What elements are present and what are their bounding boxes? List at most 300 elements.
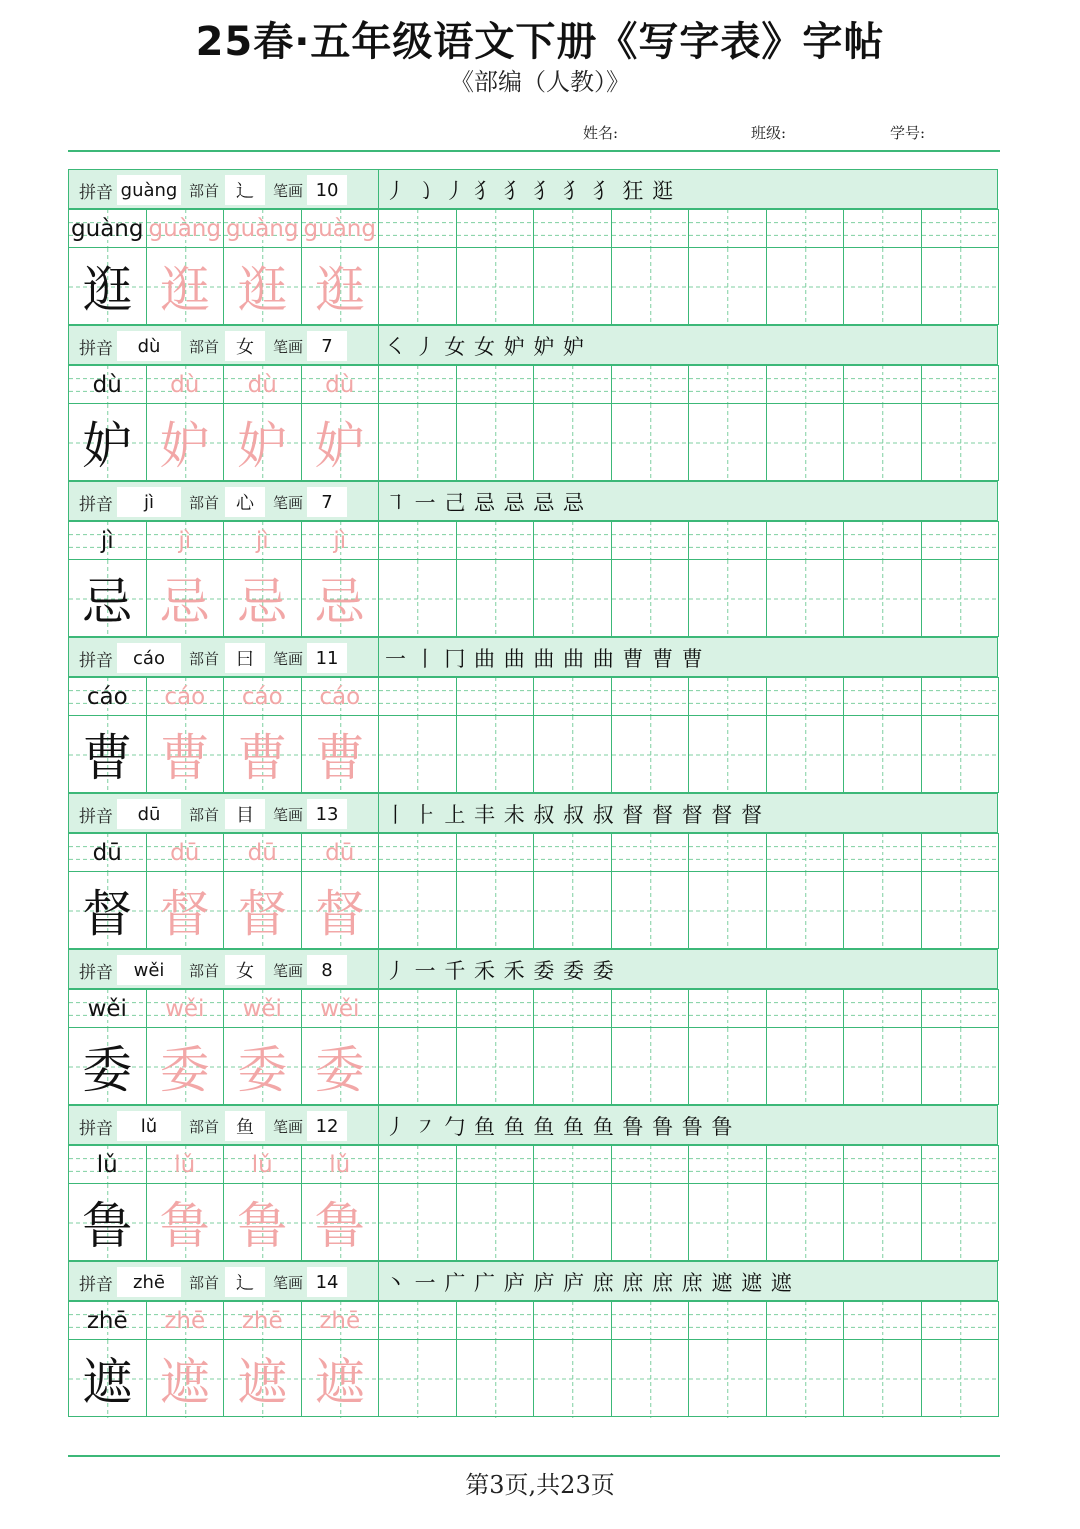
- pinyin-tracing-cell: [301, 1145, 380, 1184]
- pinyin-blank-cell: [611, 521, 690, 560]
- pinyin-blank-cell: [766, 209, 845, 248]
- hanzi-blank-cell: [843, 247, 922, 325]
- pinyin-blank-cell: [766, 1301, 845, 1340]
- hanzi-blank-cell: [533, 1183, 612, 1261]
- hanzi-blank-cell: [611, 559, 690, 637]
- pinyin-label: 拼音: [79, 1118, 113, 1139]
- hanzi-tracing-cell: [223, 1183, 302, 1261]
- pinyin-blank-cell: [378, 1145, 457, 1184]
- hanzi-character: 曹: [82, 729, 133, 787]
- hanzi-tracing-character: 曹: [314, 729, 365, 787]
- stroke-order: 丶 一 广 广 庐 庐 庐 庶 庶 庶 庶 遮 遮 遮: [378, 1262, 998, 1302]
- character-info-row: [68, 949, 998, 989]
- character-block: [68, 793, 998, 949]
- pinyin-tracing-cell: [301, 677, 380, 716]
- pinyin-blank-cell: [611, 989, 690, 1028]
- pinyin-value: zhē: [117, 1267, 181, 1297]
- page-number: 第3页,共23页: [465, 1471, 615, 1499]
- hanzi-tracing-character: 遮: [159, 1353, 210, 1411]
- pinyin-tracing-text: dù: [170, 371, 200, 398]
- character-block: [68, 325, 998, 481]
- class-label: 班级:: [751, 124, 787, 142]
- pinyin-tracing-cell: [223, 833, 302, 872]
- hanzi-tracing-cell: [301, 247, 380, 325]
- stroke-count-value: 7: [307, 487, 347, 517]
- hanzi-tracing-character: 妒: [314, 417, 365, 475]
- hanzi-character: 委: [82, 1041, 133, 1099]
- pinyin-label: 拼音: [79, 806, 113, 827]
- pinyin-blank-cell: [378, 989, 457, 1028]
- stroke-order: 丿 ㇇ 勹 鱼 鱼 鱼 鱼 鱼 鲁 鲁 鲁 鲁: [378, 1106, 998, 1146]
- hanzi-blank-cell: [766, 1027, 845, 1105]
- pinyin-tracing-cell: [301, 1301, 380, 1340]
- hanzi-tracing-cell: [223, 247, 302, 325]
- pinyin-blank-cell: [378, 521, 457, 560]
- pinyin-blank-cell: [456, 1145, 535, 1184]
- pinyin-tracing-text: wěi: [242, 995, 282, 1022]
- stroke-count-label: 笔画: [273, 181, 304, 200]
- pinyin-blank-cell: [533, 209, 612, 248]
- pinyin-blank-cell: [611, 1301, 690, 1340]
- hanzi-blank-cell: [378, 871, 457, 949]
- pinyin-tracing-cell: [223, 677, 302, 716]
- pinyin-tracing-text: guàng: [148, 215, 221, 242]
- stroke-count-value: 10: [307, 175, 347, 205]
- pinyin-blank-cell: [843, 521, 922, 560]
- hanzi-blank-cell: [688, 1339, 767, 1417]
- hanzi-blank-cell: [456, 403, 535, 481]
- hanzi-blank-cell: [843, 715, 922, 793]
- pinyin-value: dù: [117, 331, 181, 361]
- character-block: [68, 169, 998, 325]
- radical-value: 辶: [225, 175, 265, 205]
- pinyin-blank-cell: [766, 989, 845, 1028]
- hanzi-blank-cell: [378, 1339, 457, 1417]
- pinyin-blank-cell: [921, 833, 1000, 872]
- pinyin-model-cell: [68, 365, 147, 404]
- hanzi-blank-cell: [843, 403, 922, 481]
- pinyin-blank-cell: [378, 1301, 457, 1340]
- hanzi-tracing-cell: [146, 1183, 225, 1261]
- hanzi-blank-cell: [456, 1183, 535, 1261]
- pinyin-text: wěi: [87, 995, 127, 1022]
- pinyin-tracing-cell: [146, 989, 225, 1028]
- pinyin-blank-cell: [843, 989, 922, 1028]
- hanzi-tracing-character: 逛: [159, 261, 210, 319]
- pinyin-value: lǔ: [117, 1111, 181, 1141]
- pinyin-tracing-text: jì: [255, 527, 269, 554]
- pinyin-blank-cell: [921, 989, 1000, 1028]
- hanzi-blank-cell: [843, 1183, 922, 1261]
- hanzi-tracing-character: 曹: [159, 729, 210, 787]
- hanzi-blank-cell: [688, 559, 767, 637]
- pinyin-blank-cell: [843, 365, 922, 404]
- radical-value: 女: [225, 955, 265, 985]
- radical-label: 部首: [189, 1273, 220, 1292]
- character-block: [68, 481, 998, 637]
- pinyin-blank-cell: [843, 1301, 922, 1340]
- pinyin-tracing-text: lǔ: [251, 1151, 273, 1178]
- pinyin-blank-cell: [533, 1145, 612, 1184]
- pinyin-tracing-cell: [146, 521, 225, 560]
- hanzi-tracing-cell: [146, 1339, 225, 1417]
- stroke-order: 一 丨 冂 曲 曲 曲 曲 曲 曹 曹 曹: [378, 638, 998, 678]
- radical-value: 女: [225, 331, 265, 361]
- pinyin-blank-cell: [456, 677, 535, 716]
- hanzi-tracing-cell: [301, 559, 380, 637]
- hanzi-tracing-cell: [146, 871, 225, 949]
- pinyin-blank-cell: [921, 521, 1000, 560]
- hanzi-tracing-character: 忌: [314, 573, 365, 631]
- stroke-count-value: 7: [307, 331, 347, 361]
- pinyin-label: 拼音: [79, 962, 113, 983]
- practice-sheet: [68, 169, 998, 1416]
- pinyin-tracing-text: wěi: [320, 995, 360, 1022]
- top-divider: [68, 150, 1000, 152]
- pinyin-tracing-text: dù: [325, 371, 355, 398]
- hanzi-character: 鲁: [82, 1197, 133, 1255]
- radical-label: 部首: [189, 337, 220, 356]
- pinyin-tracing-text: dū: [247, 839, 277, 866]
- name-label: 姓名:: [583, 124, 619, 142]
- stroke-count-value: 8: [307, 955, 347, 985]
- pinyin-blank-cell: [688, 1301, 767, 1340]
- pinyin-blank-cell: [456, 989, 535, 1028]
- pinyin-text: lǔ: [96, 1151, 118, 1178]
- hanzi-tracing-cell: [223, 403, 302, 481]
- hanzi-tracing-cell: [223, 1339, 302, 1417]
- pinyin-tracing-cell: [301, 989, 380, 1028]
- radical-label: 部首: [189, 1117, 220, 1136]
- hanzi-tracing-character: 督: [237, 885, 288, 943]
- hanzi-blank-cell: [921, 403, 1000, 481]
- pinyin-label: 拼音: [79, 182, 113, 203]
- pinyin-text: dū: [92, 839, 122, 866]
- pinyin-model-cell: [68, 521, 147, 560]
- pinyin-value: wěi: [117, 955, 181, 985]
- pinyin-tracing-text: guàng: [226, 215, 299, 242]
- pinyin-value: cáo: [117, 643, 181, 673]
- hanzi-blank-cell: [921, 1027, 1000, 1105]
- hanzi-blank-cell: [843, 559, 922, 637]
- hanzi-blank-cell: [921, 871, 1000, 949]
- hanzi-blank-cell: [611, 1183, 690, 1261]
- pinyin-blank-cell: [843, 833, 922, 872]
- pinyin-blank-cell: [688, 365, 767, 404]
- pinyin-tracing-cell: [301, 521, 380, 560]
- pinyin-blank-cell: [688, 833, 767, 872]
- hanzi-blank-cell: [456, 1027, 535, 1105]
- radical-value: 心: [225, 487, 265, 517]
- hanzi-blank-cell: [843, 1027, 922, 1105]
- hanzi-blank-cell: [533, 1339, 612, 1417]
- pinyin-blank-cell: [921, 1301, 1000, 1340]
- pinyin-blank-cell: [843, 677, 922, 716]
- pinyin-tracing-cell: [223, 365, 302, 404]
- stroke-count-value: 12: [307, 1111, 347, 1141]
- pinyin-blank-cell: [533, 833, 612, 872]
- hanzi-blank-cell: [766, 247, 845, 325]
- stroke-order: ㇛ 丿 女 女 妒 妒 妒: [378, 326, 998, 366]
- hanzi-blank-cell: [611, 1027, 690, 1105]
- pinyin-blank-cell: [611, 833, 690, 872]
- page-title: 25春·五年级语文下册《写字表》字帖: [195, 19, 885, 65]
- hanzi-model-cell: [68, 1339, 147, 1417]
- character-block: [68, 1261, 998, 1417]
- pinyin-blank-cell: [456, 365, 535, 404]
- pinyin-label: 拼音: [79, 338, 113, 359]
- bottom-divider: [68, 1455, 1000, 1457]
- pinyin-tracing-text: guàng: [303, 215, 376, 242]
- hanzi-blank-cell: [533, 871, 612, 949]
- pinyin-model-cell: [68, 209, 147, 248]
- pinyin-text: dù: [92, 371, 122, 398]
- hanzi-character: 督: [82, 885, 133, 943]
- pinyin-tracing-text: cáo: [319, 683, 361, 710]
- hanzi-tracing-cell: [301, 1027, 380, 1105]
- hanzi-blank-cell: [688, 871, 767, 949]
- character-info-row: [68, 637, 998, 677]
- hanzi-tracing-cell: [301, 1183, 380, 1261]
- pinyin-blank-cell: [611, 1145, 690, 1184]
- hanzi-blank-cell: [533, 247, 612, 325]
- pinyin-blank-cell: [688, 989, 767, 1028]
- hanzi-blank-cell: [921, 559, 1000, 637]
- hanzi-blank-cell: [456, 1339, 535, 1417]
- hanzi-tracing-character: 遮: [314, 1353, 365, 1411]
- character-block: [68, 949, 998, 1105]
- pinyin-tracing-text: cáo: [241, 683, 283, 710]
- hanzi-tracing-character: 鲁: [237, 1197, 288, 1255]
- pinyin-blank-cell: [688, 209, 767, 248]
- hanzi-tracing-cell: [146, 403, 225, 481]
- pinyin-tracing-cell: [146, 833, 225, 872]
- hanzi-model-cell: [68, 715, 147, 793]
- radical-value: 曰: [225, 643, 265, 673]
- pinyin-blank-cell: [533, 1301, 612, 1340]
- pinyin-model-cell: [68, 1301, 147, 1340]
- hanzi-model-cell: [68, 871, 147, 949]
- pinyin-label: 拼音: [79, 494, 113, 515]
- hanzi-tracing-character: 委: [237, 1041, 288, 1099]
- hanzi-blank-cell: [378, 715, 457, 793]
- hanzi-blank-cell: [766, 559, 845, 637]
- hanzi-tracing-character: 忌: [237, 573, 288, 631]
- stroke-order: ㇕ 一 己 忌 忌 忌 忌: [378, 482, 998, 522]
- hanzi-tracing-character: 鲁: [314, 1197, 365, 1255]
- character-info-row: [68, 325, 998, 365]
- pinyin-tracing-cell: [301, 365, 380, 404]
- radical-label: 部首: [189, 961, 220, 980]
- pinyin-blank-cell: [533, 365, 612, 404]
- pinyin-tracing-text: jì: [178, 527, 192, 554]
- hanzi-tracing-character: 逛: [314, 261, 365, 319]
- character-info-row: [68, 1105, 998, 1145]
- pinyin-text: zhē: [86, 1307, 128, 1334]
- hanzi-tracing-character: 鲁: [159, 1197, 210, 1255]
- pinyin-tracing-text: zhē: [164, 1307, 206, 1334]
- hanzi-blank-cell: [688, 403, 767, 481]
- pinyin-blank-cell: [378, 833, 457, 872]
- radical-value: 辶: [225, 1267, 265, 1297]
- character-info-row: [68, 481, 998, 521]
- pinyin-blank-cell: [921, 365, 1000, 404]
- pinyin-tracing-text: zhē: [319, 1307, 361, 1334]
- pinyin-tracing-text: cáo: [164, 683, 206, 710]
- hanzi-model-cell: [68, 1183, 147, 1261]
- hanzi-blank-cell: [766, 871, 845, 949]
- hanzi-blank-cell: [456, 247, 535, 325]
- pinyin-blank-cell: [378, 209, 457, 248]
- stroke-count-label: 笔画: [273, 337, 304, 356]
- pinyin-tracing-text: dū: [325, 839, 355, 866]
- hanzi-blank-cell: [611, 1339, 690, 1417]
- pinyin-blank-cell: [456, 833, 535, 872]
- hanzi-model-cell: [68, 559, 147, 637]
- pinyin-blank-cell: [921, 677, 1000, 716]
- hanzi-character: 妒: [82, 417, 133, 475]
- hanzi-tracing-cell: [146, 247, 225, 325]
- pinyin-blank-cell: [688, 677, 767, 716]
- hanzi-blank-cell: [378, 247, 457, 325]
- pinyin-value: guàng: [117, 175, 181, 205]
- pinyin-blank-cell: [766, 833, 845, 872]
- pinyin-blank-cell: [611, 677, 690, 716]
- student-number-label: 学号:: [890, 124, 926, 142]
- hanzi-tracing-cell: [223, 559, 302, 637]
- pinyin-tracing-text: wěi: [165, 995, 205, 1022]
- hanzi-tracing-cell: [146, 559, 225, 637]
- pinyin-text: jì: [100, 527, 114, 554]
- radical-value: 鱼: [225, 1111, 265, 1141]
- pinyin-blank-cell: [611, 365, 690, 404]
- hanzi-blank-cell: [456, 715, 535, 793]
- stroke-count-label: 笔画: [273, 1117, 304, 1136]
- pinyin-tracing-text: zhē: [241, 1307, 283, 1334]
- hanzi-tracing-character: 委: [159, 1041, 210, 1099]
- pinyin-model-cell: [68, 677, 147, 716]
- hanzi-tracing-cell: [146, 1027, 225, 1105]
- pinyin-label: 拼音: [79, 1274, 113, 1295]
- pinyin-tracing-cell: [223, 989, 302, 1028]
- pinyin-tracing-cell: [146, 677, 225, 716]
- character-block: [68, 637, 998, 793]
- hanzi-blank-cell: [688, 1027, 767, 1105]
- page-subtitle: 《部编（人教）》: [450, 68, 630, 96]
- hanzi-blank-cell: [611, 403, 690, 481]
- hanzi-tracing-character: 遮: [237, 1353, 288, 1411]
- pinyin-tracing-cell: [301, 833, 380, 872]
- hanzi-tracing-cell: [223, 1027, 302, 1105]
- pinyin-blank-cell: [843, 209, 922, 248]
- pinyin-text: guàng: [71, 215, 144, 242]
- pinyin-blank-cell: [378, 677, 457, 716]
- stroke-count-value: 13: [307, 799, 347, 829]
- hanzi-blank-cell: [611, 871, 690, 949]
- hanzi-tracing-cell: [223, 871, 302, 949]
- pinyin-blank-cell: [688, 1145, 767, 1184]
- pinyin-blank-cell: [766, 365, 845, 404]
- stroke-count-value: 14: [307, 1267, 347, 1297]
- hanzi-blank-cell: [766, 1339, 845, 1417]
- hanzi-tracing-character: 逛: [237, 261, 288, 319]
- stroke-count-label: 笔画: [273, 961, 304, 980]
- pinyin-tracing-cell: [223, 209, 302, 248]
- pinyin-model-cell: [68, 989, 147, 1028]
- character-block: [68, 1105, 998, 1261]
- hanzi-blank-cell: [533, 559, 612, 637]
- hanzi-blank-cell: [378, 1027, 457, 1105]
- radical-value: 目: [225, 799, 265, 829]
- hanzi-blank-cell: [378, 403, 457, 481]
- hanzi-blank-cell: [843, 871, 922, 949]
- hanzi-blank-cell: [921, 715, 1000, 793]
- hanzi-blank-cell: [688, 1183, 767, 1261]
- stroke-order: 丿 一 千 禾 禾 委 委 委: [378, 950, 998, 990]
- hanzi-character: 逛: [82, 261, 133, 319]
- pinyin-tracing-cell: [146, 209, 225, 248]
- hanzi-blank-cell: [456, 559, 535, 637]
- hanzi-blank-cell: [688, 715, 767, 793]
- stroke-order: 丿 ㇁ 丿 犭 犭 犭 犭 犭 狂 逛: [378, 170, 998, 210]
- hanzi-tracing-character: 曹: [237, 729, 288, 787]
- hanzi-character: 遮: [82, 1353, 133, 1411]
- pinyin-text: cáo: [86, 683, 128, 710]
- pinyin-tracing-cell: [146, 1145, 225, 1184]
- pinyin-blank-cell: [533, 989, 612, 1028]
- pinyin-model-cell: [68, 833, 147, 872]
- pinyin-tracing-text: dù: [247, 371, 277, 398]
- hanzi-tracing-character: 督: [159, 885, 210, 943]
- pinyin-tracing-cell: [223, 1145, 302, 1184]
- hanzi-tracing-cell: [146, 715, 225, 793]
- hanzi-model-cell: [68, 247, 147, 325]
- hanzi-blank-cell: [921, 1339, 1000, 1417]
- hanzi-tracing-cell: [223, 715, 302, 793]
- pinyin-tracing-cell: [301, 209, 380, 248]
- pinyin-model-cell: [68, 1145, 147, 1184]
- hanzi-tracing-character: 忌: [159, 573, 210, 631]
- radical-label: 部首: [189, 805, 220, 824]
- pinyin-tracing-cell: [223, 1301, 302, 1340]
- stroke-count-value: 11: [307, 643, 347, 673]
- radical-label: 部首: [189, 181, 220, 200]
- hanzi-tracing-character: 妒: [237, 417, 288, 475]
- hanzi-tracing-cell: [301, 1339, 380, 1417]
- pinyin-tracing-cell: [146, 1301, 225, 1340]
- pinyin-label: 拼音: [79, 650, 113, 671]
- pinyin-blank-cell: [456, 521, 535, 560]
- pinyin-value: dū: [117, 799, 181, 829]
- hanzi-blank-cell: [843, 1339, 922, 1417]
- pinyin-tracing-text: jì: [333, 527, 347, 554]
- pinyin-blank-cell: [456, 1301, 535, 1340]
- pinyin-tracing-text: lǔ: [174, 1151, 196, 1178]
- hanzi-model-cell: [68, 1027, 147, 1105]
- hanzi-blank-cell: [611, 715, 690, 793]
- hanzi-character: 忌: [82, 573, 133, 631]
- radical-label: 部首: [189, 493, 220, 512]
- radical-label: 部首: [189, 649, 220, 668]
- stroke-count-label: 笔画: [273, 493, 304, 512]
- hanzi-tracing-character: 委: [314, 1041, 365, 1099]
- hanzi-model-cell: [68, 403, 147, 481]
- hanzi-blank-cell: [766, 715, 845, 793]
- stroke-order: 丨 ⺊ 上 丰 未 叔 叔 叔 督 督 督 督 督: [378, 794, 998, 834]
- pinyin-blank-cell: [456, 209, 535, 248]
- hanzi-tracing-character: 妒: [159, 417, 210, 475]
- hanzi-tracing-cell: [301, 403, 380, 481]
